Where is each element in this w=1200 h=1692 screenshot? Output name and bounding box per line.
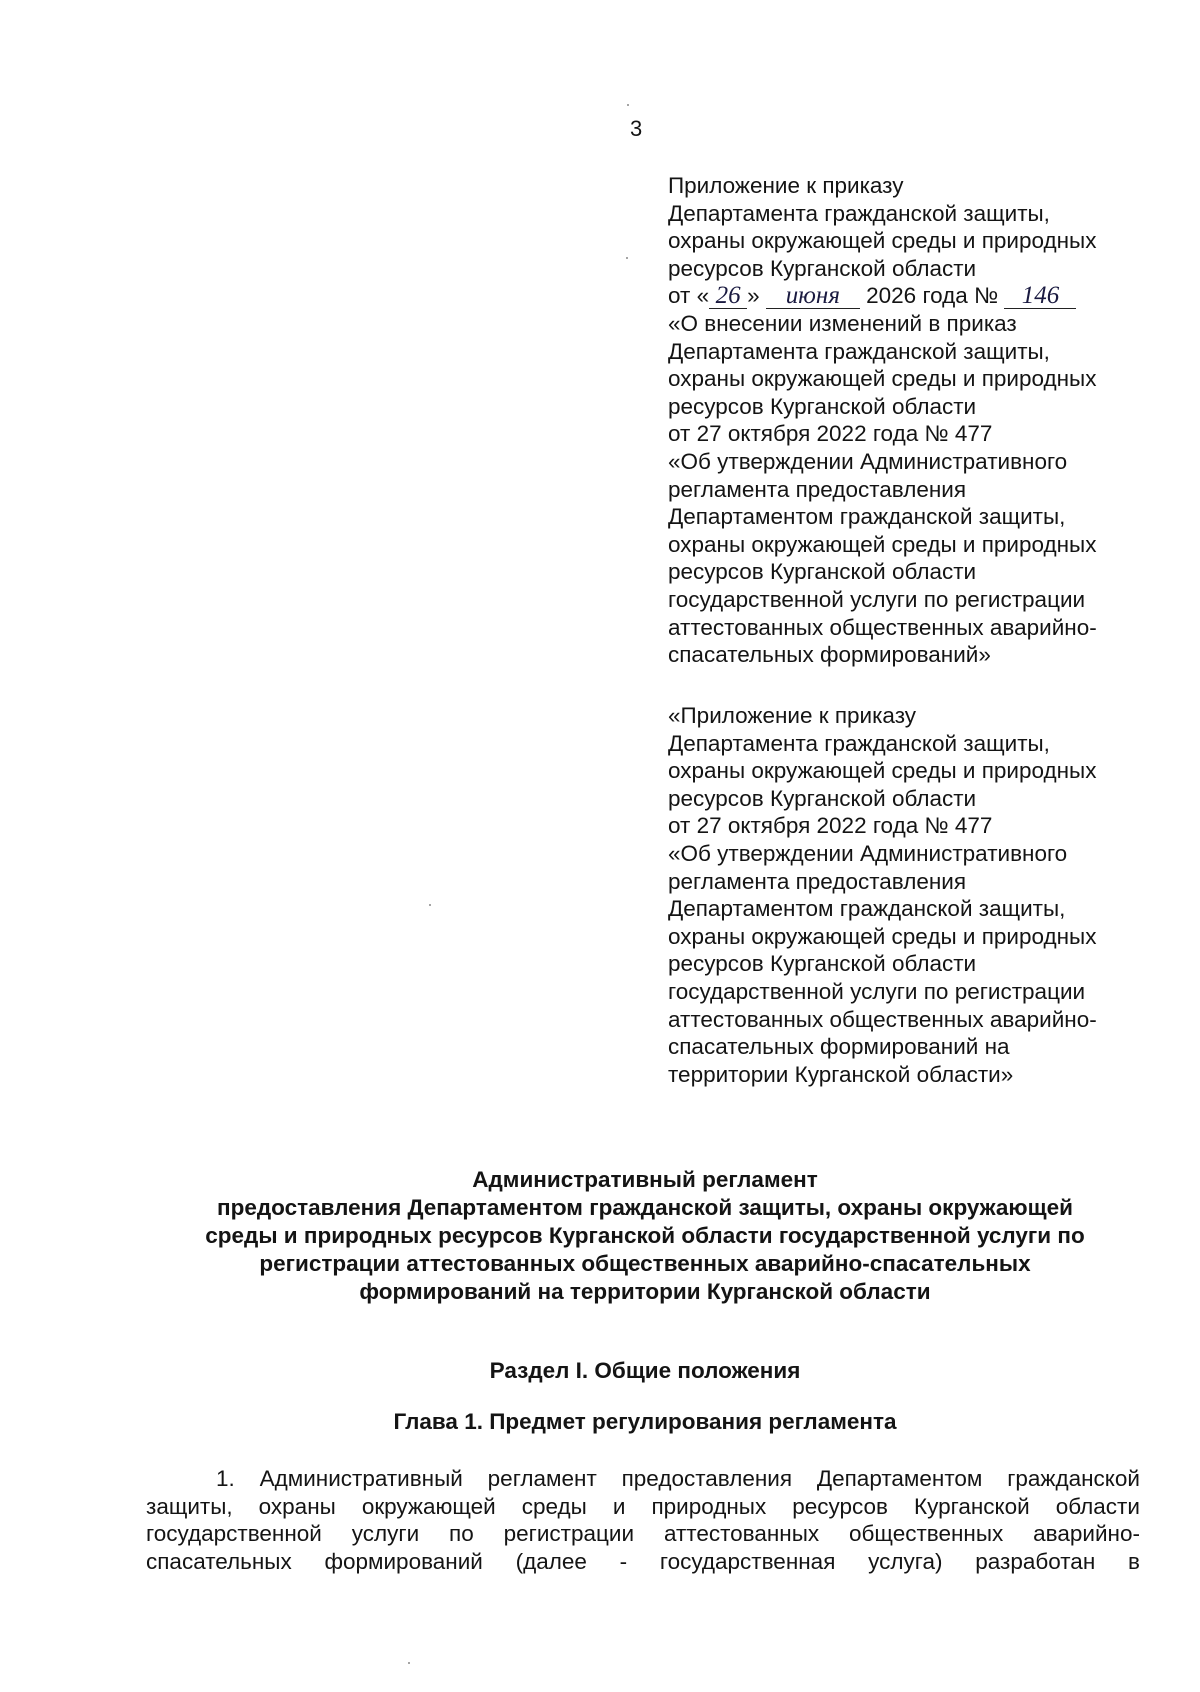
- paragraph-1: [146, 1465, 1140, 1575]
- paragraph-word: Департаментом: [816, 1466, 983, 1491]
- title-line: предоставления Департаментом гражданской защиты, охраны окружающей: [217, 1195, 1073, 1220]
- paragraph-word: и: [612, 1493, 626, 1519]
- appendix-line: Приложение к приказу: [668, 173, 904, 198]
- paragraph-word: среды: [521, 1493, 587, 1519]
- chapter-title: Глава 1. Предмет регулирования регламента: [393, 1409, 897, 1434]
- appendix-line: охраны окружающей среды и природных: [668, 923, 1097, 949]
- paragraph-word: разработан: [975, 1548, 1096, 1574]
- appendix-line: регламента предоставления: [668, 868, 967, 894]
- paragraph-word: спасательных: [146, 1548, 292, 1574]
- document-title: [150, 1166, 1140, 1306]
- paragraph-word: ресурсов: [792, 1493, 888, 1519]
- appendix-line: ресурсов Курганской области: [668, 559, 977, 585]
- appendix-line: охраны окружающей среды и природных: [668, 531, 1097, 557]
- paragraph-word: услуги: [351, 1521, 420, 1547]
- paragraph-line: [146, 1465, 1140, 1493]
- title-line: среды и природных ресурсов Курганской области государственной услуги по: [205, 1223, 1085, 1248]
- page-number: 3: [630, 116, 643, 141]
- appendix-line: Департаментом гражданской защиты,: [668, 896, 1066, 922]
- paragraph-word: области: [1055, 1493, 1140, 1519]
- appendix-line: ресурсов Курганской области: [668, 393, 977, 419]
- appendix-line: «О внесении изменений в приказ: [668, 310, 1017, 336]
- title-line: регистрации аттестованных общественных аварийно-спасательных: [259, 1251, 1031, 1276]
- appendix-header-quoted: [668, 702, 1148, 1088]
- paragraph-word: природных: [651, 1493, 767, 1519]
- appendix-line: регламента предоставления: [668, 476, 967, 502]
- paragraph-word: регистрации: [503, 1521, 635, 1547]
- paragraph-word: 1.: [216, 1466, 235, 1491]
- paragraph-word: (далее: [515, 1548, 587, 1574]
- appendix-line: территории Курганской области»: [668, 1061, 1014, 1087]
- handwritten-order-number: 146: [1004, 284, 1076, 309]
- appendix-line: от 27 октября 2022 года № 477: [668, 421, 993, 447]
- date-mid: »: [747, 283, 760, 309]
- appendix-line: ресурсов Курганской области: [668, 785, 977, 811]
- paragraph-word: государственной: [146, 1521, 322, 1547]
- appendix-line: Департамента гражданской защиты,: [668, 200, 1050, 226]
- appendix-line: государственной услуги по регистрации: [668, 978, 1086, 1004]
- paragraph-word: государственная: [659, 1548, 836, 1574]
- appendix-line: охраны окружающей среды и природных: [668, 758, 1097, 784]
- paragraph-word: Административный: [259, 1466, 463, 1491]
- appendix-line: спасательных формирований на: [668, 1034, 1010, 1060]
- appendix-line: Департамента гражданской защиты,: [668, 338, 1050, 364]
- appendix-line: Департаментом гражданской защиты,: [668, 504, 1066, 530]
- appendix-line: «Об утверждении Административного: [668, 840, 1068, 866]
- paragraph-word: -: [619, 1548, 628, 1574]
- paragraph-word: регламент: [487, 1466, 597, 1491]
- order-date-line: [668, 282, 1148, 310]
- appendix-line: от 27 октября 2022 года № 477: [668, 813, 993, 839]
- appendix-line: спасательных формирований»: [668, 642, 991, 668]
- appendix-line: «Приложение к приказу: [668, 703, 917, 728]
- paragraph-word: формирований: [324, 1548, 483, 1574]
- paragraph-word: аварийно-: [1033, 1521, 1140, 1547]
- paragraph-word: предоставления: [621, 1466, 793, 1491]
- paragraph-line: [146, 1493, 1140, 1521]
- paragraph-word: защиты,: [146, 1493, 233, 1519]
- appendix-line: «Об утверждении Административного: [668, 448, 1068, 474]
- appendix-header-current: [668, 172, 1148, 669]
- scan-speck: [408, 1662, 410, 1664]
- date-prefix: от «: [668, 283, 710, 309]
- paragraph-word: по: [449, 1521, 474, 1547]
- appendix-line: аттестованных общественных аварийно-: [668, 1006, 1097, 1032]
- handwritten-month: июня: [766, 284, 860, 309]
- appendix-line: охраны окружающей среды и природных: [668, 228, 1097, 254]
- scan-speck: [429, 904, 431, 906]
- title-line: Административный регламент: [472, 1167, 818, 1192]
- appendix-line: государственной услуги по регистрации: [668, 586, 1086, 612]
- paragraph-word: Курганской: [914, 1493, 1030, 1519]
- paragraph-line: [146, 1548, 1140, 1576]
- paragraph-line: [146, 1520, 1140, 1548]
- scan-speck: [626, 257, 628, 259]
- paragraph-word: услуга): [868, 1548, 943, 1574]
- appendix-line: охраны окружающей среды и природных: [668, 366, 1097, 392]
- appendix-line: аттестованных общественных аварийно-: [668, 614, 1097, 640]
- paragraph-word: аттестованных: [663, 1521, 820, 1547]
- paragraph-word: в: [1128, 1548, 1140, 1574]
- paragraph-word: окружающей: [361, 1493, 496, 1519]
- paragraph-word: общественных: [849, 1521, 1004, 1547]
- appendix-line: Департамента гражданской защиты,: [668, 730, 1050, 756]
- title-line: формирований на территории Курганской области: [359, 1279, 931, 1304]
- paragraph-word: охраны: [258, 1493, 336, 1519]
- paragraph-word: гражданской: [1007, 1466, 1140, 1491]
- appendix-line: ресурсов Курганской области: [668, 255, 977, 281]
- scan-speck: [627, 104, 629, 106]
- appendix-line: ресурсов Курганской области: [668, 951, 977, 977]
- section-title: Раздел I. Общие положения: [489, 1358, 801, 1383]
- handwritten-day: 26: [709, 284, 747, 309]
- date-year-text: 2026 года №: [866, 283, 999, 309]
